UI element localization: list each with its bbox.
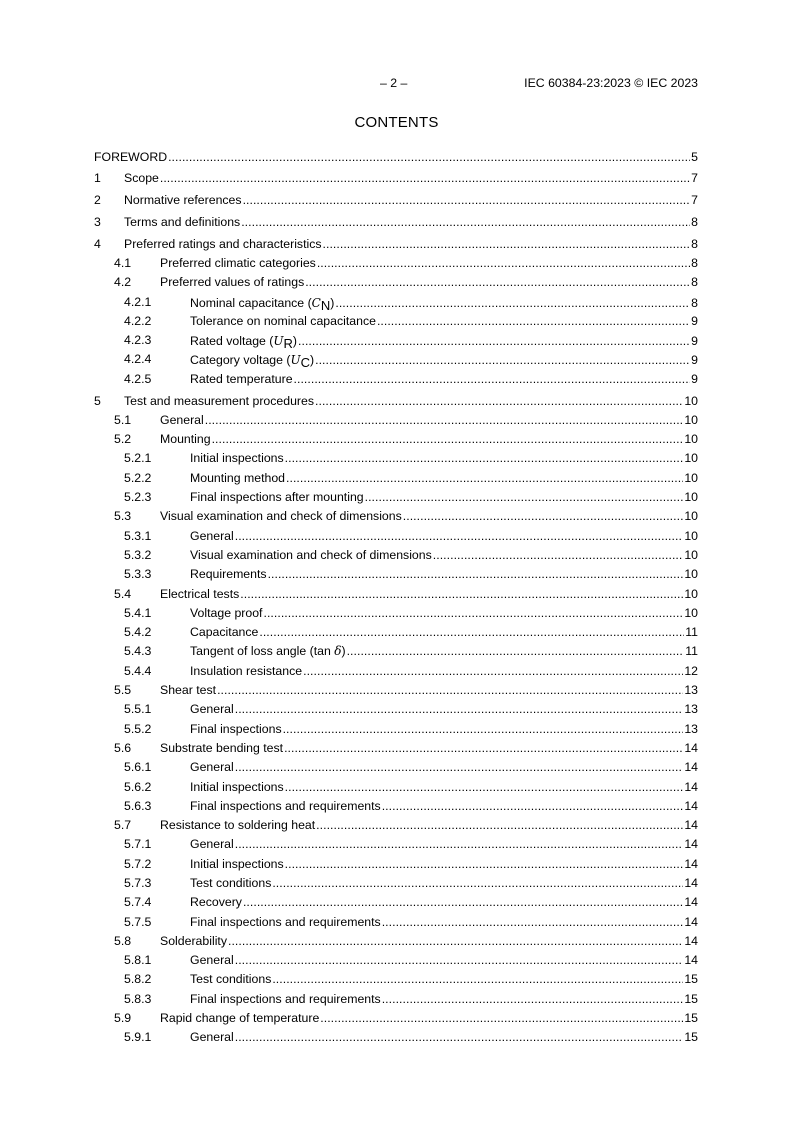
toc-entry-number: 5.6.3 [124, 798, 152, 813]
toc-entry-page: 8 [691, 255, 698, 270]
toc-entry[interactable] [94, 913, 698, 932]
toc-entry-title: Test conditions [190, 972, 272, 987]
toc-entry-page: 14 [684, 895, 698, 910]
toc-entry-page: 10 [684, 393, 698, 408]
toc-entry-title: Insulation resistance [190, 663, 303, 678]
toc-entry-title: Initial inspections [190, 856, 284, 871]
toc-entry-title: General [190, 953, 234, 968]
toc-entry-number: 5.3.1 [124, 528, 152, 543]
toc-entry-title: Visual examination and check of dimensions [160, 509, 402, 524]
toc-entry[interactable] [94, 488, 698, 507]
math-symbol: U [290, 353, 301, 368]
toc-entry-page: 10 [684, 605, 698, 620]
toc-entry[interactable] [94, 642, 698, 661]
toc-entry-title: Initial inspections [190, 779, 284, 794]
toc-entry-page: 8 [691, 214, 698, 229]
math-symbol: C [311, 295, 321, 310]
toc-entry-page: 9 [691, 313, 698, 328]
toc-entry[interactable] [94, 546, 698, 565]
dot-leader [235, 835, 684, 854]
toc-entry-number: 5.4.2 [124, 625, 152, 640]
toc-entry-page: 14 [684, 914, 698, 929]
toc-entry-page: 9 [691, 371, 698, 386]
toc-entry-number: 5.1 [114, 412, 132, 427]
dot-leader [365, 488, 684, 507]
toc-entry-title: Nominal capacitance (CN) [190, 295, 335, 313]
toc-entry[interactable] [94, 507, 698, 526]
toc-entry[interactable] [94, 430, 698, 449]
dot-leader [347, 642, 685, 661]
toc-entry[interactable] [94, 700, 698, 719]
toc-entry-title: Final inspections [190, 721, 282, 736]
dot-leader [259, 623, 684, 642]
dot-leader [377, 312, 690, 331]
toc-entry-title: Resistance to soldering heat [160, 818, 316, 833]
toc-entry-number: 5.9 [114, 1011, 132, 1026]
toc-entry-title: Test conditions [190, 875, 272, 890]
toc-entry-page: 14 [684, 740, 698, 755]
dot-leader [315, 351, 690, 370]
toc-entry-title: Voltage proof [190, 605, 263, 620]
toc-entry-title: Initial inspections [190, 451, 284, 466]
toc-entry-page: 13 [684, 702, 698, 717]
toc-entry-number: 5.2.1 [124, 451, 152, 466]
toc-entry[interactable] [94, 312, 698, 331]
toc-entry-number: 5.8.3 [124, 991, 152, 1006]
toc-entry-number: 4.2.2 [124, 313, 152, 328]
toc-entry-title: Final inspections after mounting [190, 490, 364, 505]
toc-entry-page: 11 [685, 625, 698, 640]
toc-entry-page: 14 [684, 933, 698, 948]
toc-entry-page: 11 [685, 644, 698, 659]
toc-entry[interactable] [94, 213, 698, 232]
toc-entry-number: 4.2.5 [124, 371, 152, 386]
toc-entry-number: 5.7.3 [124, 875, 152, 890]
dot-leader [240, 585, 683, 604]
toc-entry[interactable] [94, 565, 698, 584]
toc-entry-number: 5.7.2 [124, 856, 152, 871]
toc-entry[interactable] [94, 874, 698, 893]
standard-reference: IEC 60384-23:2023 © IEC 2023 [524, 76, 698, 90]
toc-entry-title: Scope [124, 171, 159, 186]
toc-entry-number: 5.5.1 [124, 702, 152, 717]
toc-entry-page: 14 [684, 798, 698, 813]
toc-entry-title: Capacitance [190, 625, 259, 640]
toc-entry-title: Rapid change of temperature [160, 1011, 320, 1026]
toc-entry-title: Electrical tests [160, 586, 240, 601]
toc-entry-title: Tolerance on nominal capacitance [190, 313, 376, 328]
toc-entry-number: 5.4.3 [124, 644, 152, 659]
toc-entry-number: 5.6.1 [124, 760, 152, 775]
toc-entry-title: General [190, 760, 234, 775]
toc-entry-number: 5.3 [114, 509, 132, 524]
toc-entry[interactable] [94, 623, 698, 642]
math-subscript: N [320, 297, 331, 313]
dot-leader [284, 739, 683, 758]
toc-entry-number: 5.7.5 [124, 914, 152, 929]
toc-entry[interactable] [94, 951, 698, 970]
toc-entry-number: 5.6 [114, 740, 132, 755]
toc-entry-page: 13 [684, 721, 698, 736]
toc-entry-page: 5 [691, 149, 698, 164]
dot-leader [317, 254, 690, 273]
toc-entry-title: Recovery [190, 895, 242, 910]
toc-entry-title: Final inspections and requirements [190, 798, 381, 813]
toc-entry-page: 10 [684, 470, 698, 485]
toc-entry[interactable] [94, 350, 698, 369]
dot-leader [235, 758, 684, 777]
toc-entry-page: 10 [684, 451, 698, 466]
toc-entry-title: Rated temperature [190, 371, 293, 386]
toc-entry-page: 7 [691, 193, 698, 208]
toc-entry-number: 1 [94, 171, 101, 186]
contents-title: CONTENTS [354, 114, 439, 131]
toc-entry-page: 10 [684, 490, 698, 505]
dot-leader [286, 469, 683, 488]
toc-entry-page: 14 [684, 875, 698, 890]
dot-leader [217, 681, 683, 700]
toc-entry[interactable] [94, 273, 698, 292]
toc-entry[interactable] [94, 449, 698, 468]
dot-leader [298, 332, 690, 351]
dot-leader [235, 1028, 684, 1047]
toc-entry-number: 4.2.4 [124, 352, 152, 367]
toc-entry-page: 8 [691, 275, 698, 290]
toc-entry-title: General [190, 702, 234, 717]
toc-entry-title: Solderability [160, 933, 227, 948]
toc-entry-page: 9 [691, 334, 698, 349]
toc-entry-page: 15 [684, 1030, 698, 1045]
math-subscript: C [300, 355, 310, 371]
toc-entry[interactable] [94, 235, 698, 254]
toc-entry-page: 10 [684, 586, 698, 601]
toc-entry-title: General [190, 528, 234, 543]
dot-leader [285, 778, 684, 797]
toc-entry-title: Requirements [190, 567, 267, 582]
dot-leader [160, 169, 690, 188]
toc-entry-page: 15 [684, 991, 698, 1006]
toc-entry-number: 3 [94, 214, 101, 229]
toc-entry[interactable] [94, 970, 698, 989]
toc-entry-number: 5.5.2 [124, 721, 152, 736]
toc-entry-page: 9 [691, 353, 698, 368]
toc-entry[interactable] [94, 293, 698, 312]
toc-entry-number: 4 [94, 236, 101, 251]
toc-entry-title: Preferred ratings and characteristics [124, 236, 322, 251]
dot-leader [168, 148, 690, 167]
toc-entry[interactable] [94, 855, 698, 874]
toc-entry-title: General [160, 412, 204, 427]
toc-entry-page: 12 [684, 663, 698, 678]
toc-entry-title: Final inspections and requirements [190, 991, 381, 1006]
toc-entry[interactable] [94, 169, 698, 188]
toc-entry-title: Substrate bending test [160, 740, 284, 755]
dot-leader [235, 527, 684, 546]
dot-leader [294, 370, 691, 389]
toc-entry[interactable] [94, 778, 698, 797]
toc-entry-number: 5.7.1 [124, 837, 152, 852]
toc-entry[interactable] [94, 411, 698, 430]
dot-leader [323, 235, 691, 254]
toc-entry-page: 10 [684, 432, 698, 447]
dot-leader [272, 874, 683, 893]
toc-entry-number: 5.2.3 [124, 490, 152, 505]
toc-entry-number: 4.2 [114, 275, 132, 290]
toc-entry-number: 5 [94, 393, 101, 408]
toc-entry[interactable] [94, 254, 698, 273]
toc-entry[interactable] [94, 331, 698, 350]
toc-entry-title: FOREWORD [94, 149, 168, 164]
dot-leader [283, 720, 684, 739]
dot-leader [433, 546, 684, 565]
dot-leader [316, 816, 683, 835]
toc-entry-number: 5.4 [114, 586, 132, 601]
dot-leader [320, 1009, 683, 1028]
dot-leader [305, 273, 690, 292]
toc-entry-title: Shear test [160, 683, 217, 698]
toc-entry-number: 5.7.4 [124, 895, 152, 910]
toc-entry-page: 14 [684, 779, 698, 794]
toc-entry[interactable] [94, 720, 698, 739]
toc-entry[interactable] [94, 392, 698, 411]
dot-leader [285, 855, 684, 874]
toc-entry-title: General [190, 837, 234, 852]
toc-entry-number: 5.2 [114, 432, 132, 447]
dot-leader [243, 191, 691, 210]
dot-leader [272, 970, 683, 989]
dot-leader [268, 565, 684, 584]
toc-entry[interactable] [94, 835, 698, 854]
toc-entry-page: 10 [684, 567, 698, 582]
toc-entry-number: 5.8.1 [124, 953, 152, 968]
toc-entry[interactable] [94, 585, 698, 604]
toc-entry-title: Category voltage (UC) [190, 353, 315, 371]
toc-entry-title: Preferred values of ratings [160, 275, 305, 290]
toc-entry[interactable] [94, 932, 698, 951]
dot-leader [303, 662, 683, 681]
toc-entry-number: 5.4.1 [124, 605, 152, 620]
toc-entry-page: 14 [684, 837, 698, 852]
toc-entry-page: 13 [684, 683, 698, 698]
toc-entry-number: 5.2.2 [124, 470, 152, 485]
toc-entry-page: 10 [684, 528, 698, 543]
toc-entry-page: 10 [684, 412, 698, 427]
toc-entry-number: 5.6.2 [124, 779, 152, 794]
toc-entry-page: 15 [684, 972, 698, 987]
toc-entry-title: Mounting [160, 432, 211, 447]
toc-entry-page: 7 [691, 171, 698, 186]
toc-entry-number: 4.2.1 [124, 294, 152, 309]
dot-leader [228, 932, 683, 951]
toc-entry[interactable] [94, 893, 698, 912]
dot-leader [205, 411, 684, 430]
dot-leader [241, 213, 690, 232]
toc-entry[interactable] [94, 604, 698, 623]
toc-entry-page: 8 [691, 236, 698, 251]
toc-entry-number: 5.7 [114, 818, 132, 833]
toc-entry[interactable] [94, 148, 698, 167]
toc-entry[interactable] [94, 527, 698, 546]
dot-leader [263, 604, 683, 623]
toc-entry[interactable] [94, 469, 698, 488]
toc-entry-title: Final inspections and requirements [190, 914, 381, 929]
toc-entry-title: Mounting method [190, 470, 286, 485]
toc-entry-title: Terms and definitions [124, 214, 241, 229]
toc-entry-number: 5.4.4 [124, 663, 152, 678]
toc-entry-title: Tangent of loss angle (tan δ) [190, 644, 346, 659]
dot-leader [382, 913, 684, 932]
dot-leader [235, 951, 684, 970]
toc-entry[interactable] [94, 739, 698, 758]
toc-entry-number: 5.3.3 [124, 567, 152, 582]
toc-entry-title: Rated voltage (UR) [190, 334, 298, 352]
toc-entry-title: Test and measurement procedures [124, 393, 315, 408]
toc-entry-number: 2 [94, 193, 101, 208]
toc-entry-page: 14 [684, 760, 698, 775]
toc-entry[interactable] [94, 1009, 698, 1028]
toc-entry-page: 14 [684, 953, 698, 968]
dot-leader [212, 430, 684, 449]
toc-entry-title: Visual examination and check of dimensions [190, 547, 432, 562]
toc-entry[interactable] [94, 191, 698, 210]
toc-entry-number: 4.2.3 [124, 333, 152, 348]
toc-entry-page: 14 [684, 818, 698, 833]
toc-entry[interactable] [94, 662, 698, 681]
toc-entry-page: 14 [684, 856, 698, 871]
dot-leader [315, 392, 683, 411]
toc-entry[interactable] [94, 1028, 698, 1047]
dot-leader [382, 990, 684, 1009]
toc-entry-title: General [190, 1030, 234, 1045]
page-number: – 2 – [380, 76, 408, 90]
math-symbol: δ [334, 644, 342, 659]
dot-leader [235, 700, 684, 719]
toc-entry-title: Normative references [124, 193, 242, 208]
math-symbol: U [273, 334, 284, 349]
toc-entry-number: 5.3.2 [124, 547, 152, 562]
dot-leader [243, 893, 683, 912]
toc-entry-number: 5.8.2 [124, 972, 152, 987]
toc-entry[interactable] [94, 681, 698, 700]
toc-entry-page: 10 [684, 509, 698, 524]
toc-entry-page: 8 [691, 295, 698, 310]
math-subscript: R [283, 336, 293, 352]
dot-leader [335, 294, 690, 313]
dot-leader [382, 797, 684, 816]
toc-entry[interactable] [94, 816, 698, 835]
toc-entry-number: 5.8 [114, 933, 132, 948]
toc-entry[interactable] [94, 758, 698, 777]
toc-entry-title: Preferred climatic categories [160, 255, 316, 270]
dot-leader [285, 449, 684, 468]
toc-entry-number: 5.9.1 [124, 1030, 152, 1045]
table-of-contents [94, 145, 698, 1048]
toc-entry-page: 15 [684, 1011, 698, 1026]
toc-entry-number: 5.5 [114, 683, 132, 698]
toc-entry[interactable] [94, 990, 698, 1009]
dot-leader [403, 507, 684, 526]
toc-entry[interactable] [94, 797, 698, 816]
toc-entry-number: 4.1 [114, 255, 132, 270]
toc-entry-page: 10 [684, 547, 698, 562]
toc-entry[interactable] [94, 370, 698, 389]
